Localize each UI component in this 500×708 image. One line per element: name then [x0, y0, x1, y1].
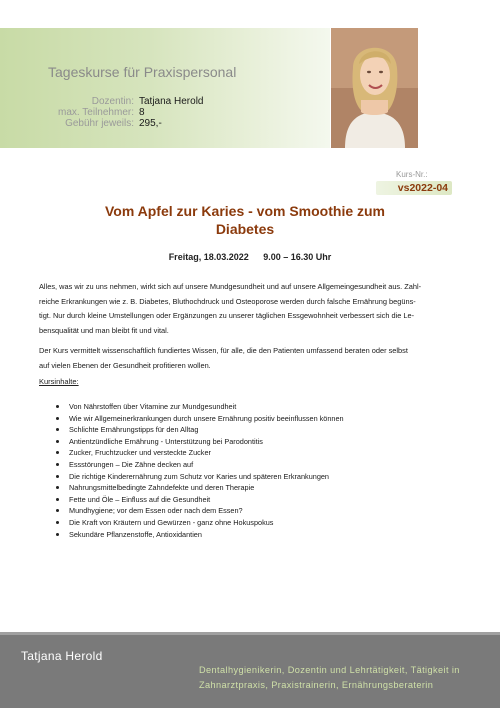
- list-item: Schlichte Ernährungstipps für den Alltag: [54, 424, 344, 436]
- info-label: max. Teilnehmer:: [58, 107, 134, 118]
- list-item: Die Kraft von Kräutern und Gewürzen - ganz ohne Hokuspokus: [54, 517, 344, 529]
- footer-description-line: Zahnarztpraxis, Praxistrainerin, Ernährungsberaterin: [199, 680, 434, 690]
- footer-divider: [0, 632, 500, 635]
- footer-instructor-name: Tatjana Herold: [21, 649, 103, 663]
- course-number: vs2022-04: [397, 182, 448, 194]
- list-item: Von Nährstoffen über Vitamine zur Mundgesundheit: [54, 401, 344, 413]
- paragraph-line: Der Kurs vermittelt wissenschaftlich fundiertes Wissen, für alle, die den Patienten umfassend beraten oder selbst: [39, 346, 408, 355]
- list-item: Wie wir Allgemeinerkrankungen durch unsere Ernährung positiv beeinflussen können: [54, 413, 344, 425]
- list-item: Mundhygiene; vor dem Essen oder nach dem Essen?: [54, 505, 344, 517]
- section-heading: Kursinhalte:: [39, 377, 79, 386]
- course-time: 9.00 – 16.30 Uhr: [263, 252, 332, 262]
- footer-instructor-description: [199, 663, 489, 693]
- info-row-fee: [0, 118, 300, 130]
- list-item: Nahrungsmittelbedingte Zahndefekte und deren Therapie: [54, 482, 344, 494]
- info-value: 8: [139, 107, 145, 118]
- paragraph-line: auf vielen Ebenen der Gesundheit profitieren wollen.: [39, 360, 211, 370]
- course-title-line: Vom Apfel zur Karies - vom Smoothie zum: [104, 203, 386, 219]
- paragraph-line: reiche Erkrankungen wie z. B. Diabetes, Bluthochdruck und Osteoporose werden durch falsche Ernährung begüns-: [39, 296, 416, 306]
- header-band: [0, 28, 330, 148]
- second-paragraph: [39, 344, 464, 373]
- course-date: Freitag, 18.03.2022: [168, 252, 249, 262]
- info-value: Tatjana Herold: [139, 96, 204, 107]
- list-item: Fette und Öle – Einfluss auf die Gesundheit: [54, 494, 344, 506]
- topics-list: [54, 401, 344, 540]
- intro-paragraph: [39, 280, 464, 338]
- paragraph-line: bensqualität und man bleibt fit und vital.: [39, 325, 169, 335]
- course-datetime: [0, 252, 500, 262]
- course-title: [70, 202, 420, 238]
- footer: [0, 632, 500, 708]
- list-item: Zucker, Fruchtzucker und versteckte Zucker: [54, 447, 344, 459]
- list-item: Sekundäre Pflanzenstoffe, Antioxidantien: [54, 529, 344, 541]
- course-title-line: Diabetes: [215, 221, 275, 237]
- footer-description-line: Dentalhygienikerin, Dozentin und Lehrtätigkeit, Tätigkeit in: [199, 665, 460, 675]
- list-item: Antientzündliche Ernährung - Unterstützung bei Parodontitis: [54, 436, 344, 448]
- course-number-box: [376, 181, 452, 195]
- info-value: 295,-: [139, 118, 162, 129]
- course-type-title: Tageskurse für Praxispersonal: [48, 64, 237, 80]
- list-item: Essstörungen – Die Zähne decken auf: [54, 459, 344, 471]
- instructor-photo: [331, 28, 418, 148]
- info-label: Dozentin:: [91, 96, 134, 107]
- info-label: Gebühr jeweils:: [65, 118, 134, 129]
- paragraph-line: tigt. Nur durch kleine Umstellungen oder Ergänzungen zu unserer täglichen Essgewohnheit verbessert sich die Le-: [39, 311, 415, 321]
- paragraph-line: Alles, was wir zu uns nehmen, wirkt sich auf unsere Mundgesundheit und auf unsere Allgemeingesundheit aus. Zahl-: [39, 282, 422, 291]
- course-number-label: Kurs-Nr.:: [396, 170, 428, 179]
- list-item: Die richtige Kinderernährung zum Schutz vor Karies und späteren Erkrankungen: [54, 471, 344, 483]
